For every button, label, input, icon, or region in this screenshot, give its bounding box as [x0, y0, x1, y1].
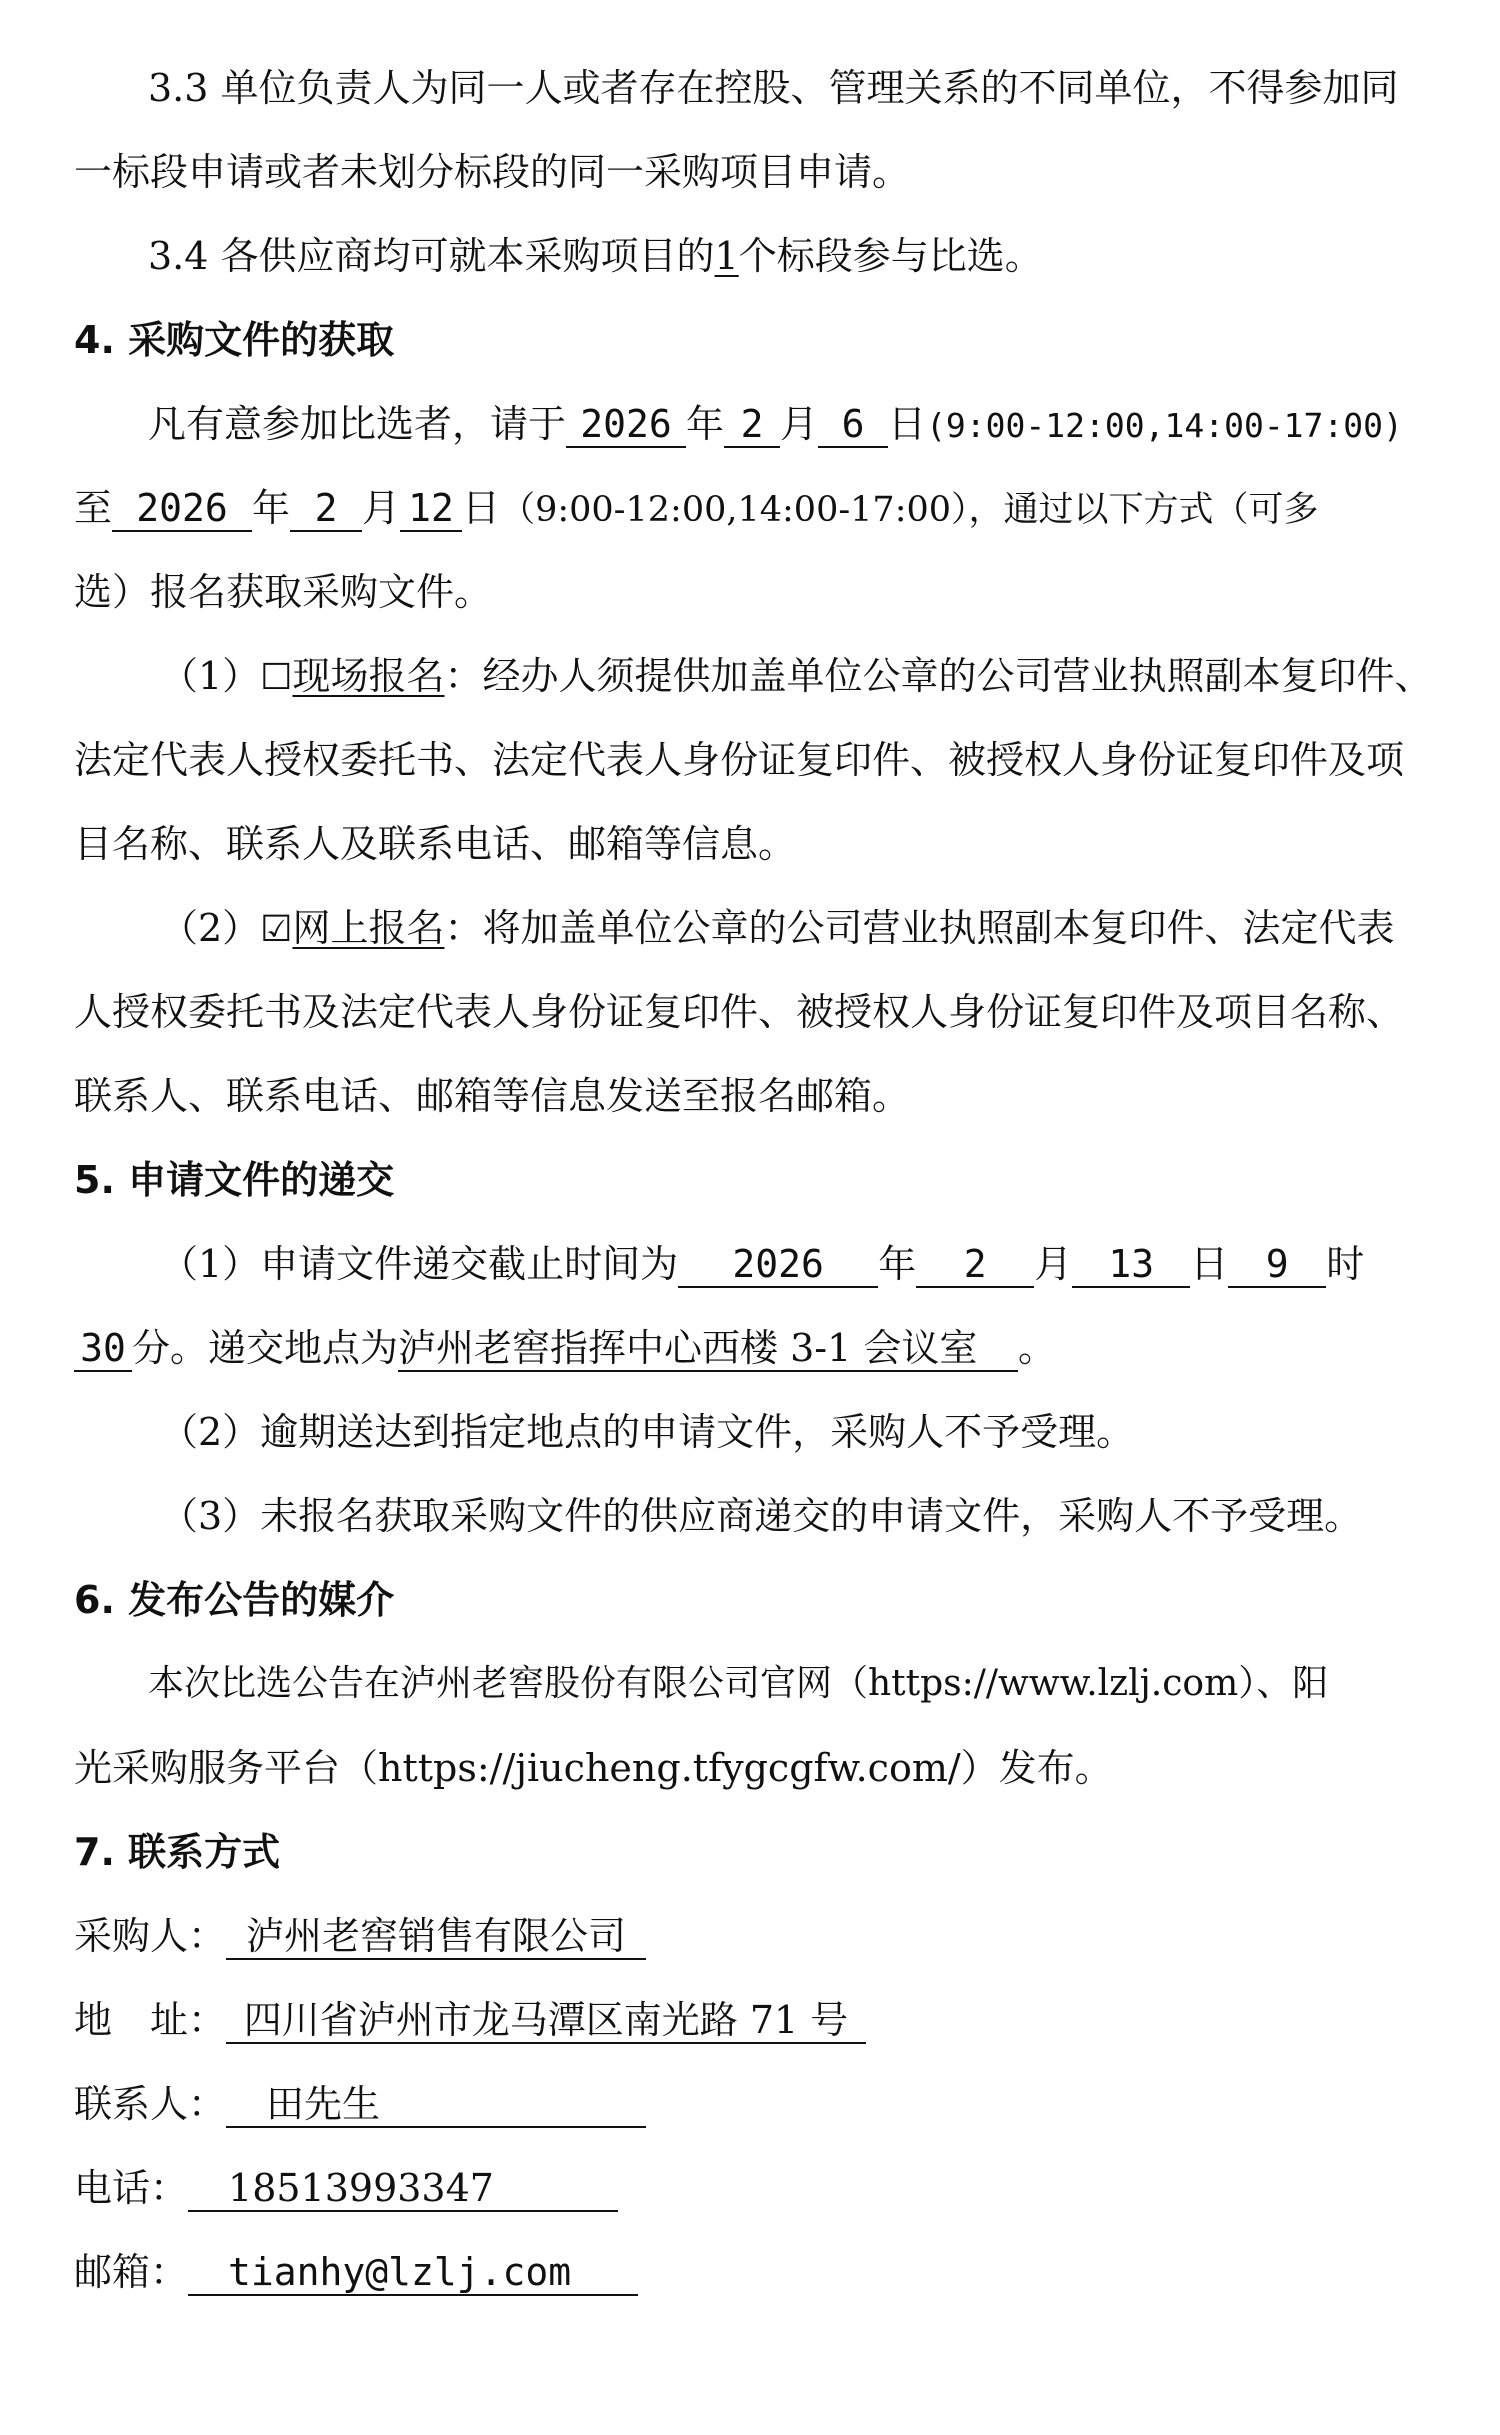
contact-email-row	[74, 2246, 1434, 2298]
year-char: 年	[686, 402, 725, 446]
section-5-heading: 5. 申请文件的递交	[74, 1158, 395, 1202]
option-2-text-2: 人授权委托书及法定代表人身份证复印件、被授权人身份证复印件及项目名称、	[74, 990, 1405, 1034]
unchecked-box-icon: ☐	[260, 657, 293, 698]
section-4-intro: 凡有意参加比选者，请于	[148, 402, 567, 446]
section-4-heading: 4. 采购文件的获取	[74, 318, 395, 362]
year-char: 年	[252, 486, 291, 530]
address-value: 四川省泸州市龙马潭区南光路 71 号	[226, 1998, 866, 2044]
contact-person-label: 联系人：	[74, 2082, 227, 2126]
to-char: 至	[74, 486, 113, 530]
section-7-heading: 7. 联系方式	[74, 1830, 281, 1874]
media-text-2: 光采购服务平台（https://jiucheng.tfygcgfw.com/）发布。	[74, 1746, 1113, 1790]
checked-box-icon: ☑	[260, 909, 293, 950]
clause-3-3-line-2	[74, 146, 1434, 198]
period-char: 。	[1018, 1326, 1057, 1370]
section-6-line-2	[74, 1742, 1434, 1794]
deadline-day: 13	[1072, 1242, 1190, 1288]
lot-count: 1	[714, 234, 739, 278]
clause-3-3-text-1: 3.3 单位负责人为同一人或者存在控股、管理关系的不同单位，不得参加同	[148, 66, 1399, 110]
onsite-registration-label: 现场报名	[292, 654, 445, 698]
phone-label: 电话：	[74, 2166, 189, 2210]
buyer-value: 泸州老窖销售有限公司	[226, 1914, 646, 1960]
clause-3-3-text-2: 一标段申请或者未划分标段的同一采购项目申请。	[74, 150, 911, 194]
address-label: 地 址：	[74, 1998, 227, 2042]
month-char: 月	[780, 402, 819, 446]
clause-3-4	[148, 230, 1434, 282]
section-5-item-2	[160, 1406, 1434, 1458]
start-hours: (9:00-12:00,14:00-17:00)	[926, 406, 1403, 445]
media-text-1: 本次比选公告在泸州老窖股份有限公司官网（https://www.lzlj.com）、阳	[148, 1663, 1329, 1704]
end-day: 12	[400, 486, 462, 532]
deadline-intro: （1）申请文件递交截止时间为	[160, 1242, 679, 1286]
end-year: 2026	[112, 486, 252, 532]
month-char: 月	[362, 486, 401, 530]
section-6-heading: 6. 发布公告的媒介	[74, 1578, 395, 1622]
option-1-text-3: 目名称、联系人及联系电话、邮箱等信息。	[74, 822, 797, 866]
day-char: 日	[462, 486, 501, 530]
option-onsite-line-1	[160, 650, 1434, 704]
submission-place: 泸州老窖指挥中心西楼 3-1 会议室	[398, 1326, 1018, 1372]
clause-3-4-suffix: 个标段参与比选。	[738, 234, 1043, 278]
option-2-text-3: 联系人、联系电话、邮箱等信息发送至报名邮箱。	[74, 1074, 911, 1118]
buyer-label: 采购人：	[74, 1914, 227, 1958]
option-online-line-1	[160, 902, 1434, 956]
phone-value: 18513993347	[228, 2166, 494, 2210]
contact-person-value: 田先生	[266, 2082, 381, 2126]
option-onsite-line-3	[74, 818, 1434, 870]
email-field	[188, 2250, 638, 2296]
option-1-text-1: ：经办人须提供加盖单位公章的公司营业执照副本复印件、	[444, 654, 1433, 698]
option-online-line-3	[74, 1070, 1434, 1122]
hour-char: 时	[1326, 1242, 1365, 1286]
option-2-number: （2）	[160, 906, 261, 950]
day-char: 日	[888, 402, 927, 446]
start-month: 2	[724, 402, 780, 448]
option-1-number: （1）	[160, 654, 261, 698]
section-5-line-1	[160, 1238, 1434, 1290]
start-day: 6	[818, 402, 888, 448]
year-char: 年	[878, 1242, 917, 1286]
online-registration-label: 网上报名	[292, 906, 445, 950]
day-char: 日	[1190, 1242, 1229, 1286]
section-5-item-3	[160, 1490, 1434, 1542]
deadline-hour: 9	[1228, 1242, 1326, 1288]
contact-person-field	[226, 2082, 646, 2128]
section-4-line-2	[74, 482, 1434, 536]
section-4-text-3: 选）报名获取采购文件。	[74, 570, 493, 614]
late-submission-note: （2）逾期送达到指定地点的申请文件，采购人不予受理。	[160, 1410, 1135, 1454]
clause-3-4-prefix: 3.4 各供应商均可就本采购项目的	[148, 234, 715, 278]
contact-buyer-row	[74, 1910, 1434, 1962]
email-value: tianhy@lzlj.com	[228, 2250, 572, 2294]
option-online-line-2	[74, 986, 1434, 1038]
contact-phone-row	[74, 2162, 1434, 2214]
deadline-year: 2026	[678, 1242, 878, 1288]
option-1-text-2: 法定代表人授权委托书、法定代表人身份证复印件、被授权人身份证复印件及项	[74, 738, 1405, 782]
deadline-minute: 30	[74, 1326, 132, 1372]
section-6-line-1	[148, 1658, 1434, 1710]
option-onsite-line-2	[74, 734, 1434, 786]
contact-address-row	[74, 1994, 1434, 2046]
month-char: 月	[1034, 1242, 1073, 1286]
place-intro: 分。递交地点为	[132, 1326, 399, 1370]
deadline-month: 2	[916, 1242, 1034, 1288]
contact-person-row	[74, 2078, 1434, 2130]
start-year: 2026	[566, 402, 686, 448]
section-4-line-3	[74, 566, 1434, 618]
end-month: 2	[290, 486, 362, 532]
email-label: 邮箱：	[74, 2250, 189, 2294]
section-4-line-1	[148, 398, 1434, 452]
option-2-text-1: ：将加盖单位公章的公司营业执照副本复印件、法定代表	[444, 906, 1395, 950]
unregistered-note: （3）未报名获取采购文件的供应商递交的申请文件，采购人不予受理。	[160, 1494, 1363, 1538]
end-hours-and-methods: （9:00-12:00,14:00-17:00），通过以下方式（可多	[500, 490, 1319, 530]
phone-field	[188, 2166, 618, 2212]
section-5-line-2	[74, 1322, 1434, 1374]
clause-3-3-line-1	[148, 62, 1434, 114]
